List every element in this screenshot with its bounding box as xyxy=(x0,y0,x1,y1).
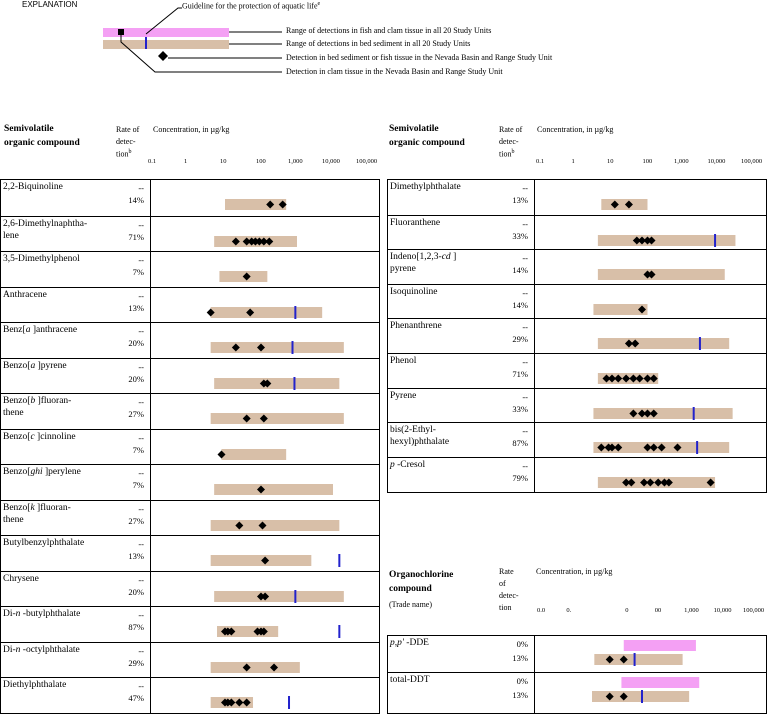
compound-name-part: ] xyxy=(453,252,457,263)
compound-name-part: thene xyxy=(3,514,24,525)
compound-name-part: Phenanthrene xyxy=(390,321,442,332)
row-chart xyxy=(1,643,379,679)
compound-name-part: Benzo[ xyxy=(3,396,31,406)
detection-rate-line: 14% xyxy=(512,299,528,310)
tick-label: 1,000 xyxy=(674,158,689,165)
compound-row xyxy=(1,429,379,466)
row-chart xyxy=(388,354,766,389)
compound-name-part: Indeno[1,2,3- xyxy=(390,252,442,263)
detection-rate-line: 20% xyxy=(128,373,144,384)
detection-rate-line: 13% xyxy=(128,302,144,313)
detection-rate-line: -- xyxy=(522,183,528,193)
detection-rate-line: -- xyxy=(138,183,144,193)
legend-clam-label: Detection in clam tissue in the Nevada Basin and Range Study Unit xyxy=(286,67,503,76)
row-chart xyxy=(1,430,379,466)
compound-row xyxy=(388,422,766,458)
guideline-marker xyxy=(641,690,643,703)
tick-label: 10,000 xyxy=(322,158,340,165)
compound-name-part: ghi xyxy=(30,467,45,477)
tick-label: 100 xyxy=(642,158,653,165)
detection-rate-line: 27% xyxy=(128,409,144,419)
detection-rate-line: 20% xyxy=(128,338,144,348)
compound-row xyxy=(388,249,766,285)
detection-rate-line: 71% xyxy=(128,231,144,242)
compound-row xyxy=(388,318,766,354)
tick-label: 10,000 xyxy=(707,158,726,165)
guideline-marker xyxy=(293,377,295,390)
guideline-marker xyxy=(338,554,340,567)
detection-rate-line: -- xyxy=(522,357,528,367)
left-header xyxy=(0,124,384,179)
detection-rate-line: 47% xyxy=(128,693,144,703)
right-rate-header-2: detec- xyxy=(499,137,519,146)
compound-name-part: c xyxy=(30,431,38,442)
left-compound-header-2: organic compound xyxy=(4,138,80,148)
compound-name-part: Di- xyxy=(3,609,16,619)
compound-name-part: Di- xyxy=(3,644,16,655)
compound-row xyxy=(1,642,379,679)
detection-rate-line: -- xyxy=(138,397,144,407)
compound-name-part: 2,2-Biquinoline xyxy=(3,182,63,192)
compound-name-part: ]fluoran- xyxy=(37,396,72,406)
compound-name-part: p xyxy=(390,459,398,470)
compound-row xyxy=(388,388,766,424)
sediment-range-bar xyxy=(593,408,732,419)
left-rate-header-2: detec- xyxy=(116,137,136,146)
compound-row xyxy=(1,464,379,501)
compound-name-part: n xyxy=(15,644,23,655)
row-chart xyxy=(1,607,379,643)
compound-row xyxy=(1,606,379,643)
compound-row xyxy=(388,284,766,320)
sediment-range-bar xyxy=(214,591,344,602)
oc-rate-header-2: of xyxy=(499,579,506,588)
row-chart xyxy=(388,180,766,215)
guideline-marker xyxy=(693,407,695,420)
tick-label: 10 xyxy=(220,158,227,165)
right-conc-header: Concentration, in µg/kg xyxy=(537,125,614,134)
oc-rate-header-1: Rate xyxy=(499,567,514,576)
detection-rate-line: -- xyxy=(522,218,528,229)
compound-row xyxy=(388,457,766,493)
detection-rate-line: 14% xyxy=(512,265,528,276)
compound-name-part: total-DDT xyxy=(390,675,430,685)
sediment-range-bar xyxy=(222,449,287,460)
guideline-marker xyxy=(294,590,296,603)
compound-name-part: Pyrene xyxy=(390,390,417,401)
compound-row xyxy=(1,251,379,288)
compound-name-part: 3,5-Dimethylphenol xyxy=(3,254,80,264)
sediment-range-bar xyxy=(214,378,339,389)
sediment-range-bar xyxy=(211,662,300,673)
sediment-range-bar xyxy=(211,342,344,353)
compound-name-part: p,p' xyxy=(390,638,407,648)
row-chart xyxy=(1,536,379,572)
compound-row xyxy=(388,180,766,215)
fish-range-bar xyxy=(624,640,696,651)
oc-conc-header: Concentration, in µg/kg xyxy=(536,567,613,576)
sediment-range-bar xyxy=(211,413,344,424)
detection-rate-line: 29% xyxy=(512,334,528,345)
compound-name-part: Butylbenzylphthalate xyxy=(3,538,85,548)
left-rate-header-3-text: tion xyxy=(116,149,129,159)
legend-sediment-label: Range of detections in bed sediment in all 20 Study Units xyxy=(286,39,471,48)
detection-rate-line: 71% xyxy=(512,369,528,379)
sediment-range-bar xyxy=(214,484,333,495)
guideline-marker xyxy=(292,341,294,354)
compound-name-part: thene xyxy=(3,408,24,418)
compound-name-part: a xyxy=(25,325,33,335)
fish-range-bar xyxy=(621,677,699,688)
compound-row xyxy=(1,287,379,324)
tick-label: 0.1 xyxy=(536,158,545,165)
row-chart xyxy=(1,180,379,216)
compound-row xyxy=(1,571,379,608)
compound-name-part: Phenol xyxy=(390,356,417,366)
detection-rate-line: -- xyxy=(138,361,144,372)
sediment-range-bar xyxy=(598,269,725,280)
tick-label: 10 xyxy=(607,158,614,165)
compound-name-part: Dimethylphthalate xyxy=(390,182,461,192)
detection-rate-line: 13% xyxy=(512,653,528,663)
detection-rate-line: 79% xyxy=(512,472,528,483)
left-compound-header-1: Semivolatile xyxy=(4,124,54,134)
oc-rate-header-4: tion xyxy=(499,603,512,612)
right-tick-labels xyxy=(387,158,768,168)
compound-name-part: Diethylphthalate xyxy=(3,680,67,690)
right-rate-header-3-text: tion xyxy=(499,149,512,159)
detection-rate-line: 33% xyxy=(512,403,528,414)
row-chart xyxy=(1,501,379,537)
compound-row xyxy=(388,672,766,709)
tick-label: 100,000 xyxy=(356,158,378,165)
compound-row xyxy=(1,358,379,395)
detection-rate-line: -- xyxy=(522,426,528,437)
detection-rate-line: -- xyxy=(138,610,144,620)
compound-row xyxy=(388,636,766,672)
row-chart xyxy=(1,288,379,324)
legend-guideline-label xyxy=(182,1,320,11)
detection-rate-line: 27% xyxy=(128,515,144,526)
detection-rate-line: -- xyxy=(138,290,144,301)
detection-rate-line: -- xyxy=(138,255,144,265)
compound-row xyxy=(388,215,766,251)
compound-name-part: n xyxy=(15,609,23,619)
detection-rate-line: 13% xyxy=(512,690,528,700)
right-rate-sup: b xyxy=(511,149,515,155)
sediment-range-bar xyxy=(601,199,647,210)
compound-name-part: cd xyxy=(441,252,454,263)
detection-rate-line: -- xyxy=(138,432,144,443)
tick-label: 0 xyxy=(625,607,629,614)
compound-name-part: ]perylene xyxy=(44,467,81,477)
compound-row xyxy=(1,500,379,537)
oc-header xyxy=(387,566,768,636)
sediment-range-bar xyxy=(225,199,286,210)
right-chart-panel xyxy=(387,179,767,493)
detection-rate-line: -- xyxy=(138,468,144,478)
detection-rate-line: 7% xyxy=(132,444,144,455)
detection-rate-line: -- xyxy=(522,322,528,333)
compound-name-part: -DDE xyxy=(406,638,429,648)
tick-label: 1 xyxy=(184,158,188,165)
detection-rate-line: 33% xyxy=(512,230,528,241)
detection-rate-line: 7% xyxy=(132,267,144,277)
compound-name-part: Chrysene xyxy=(3,573,39,584)
oc-compound-header-1: Organochlorine xyxy=(389,570,454,580)
compound-name-part: Anthracene xyxy=(3,289,47,300)
sediment-range-bar xyxy=(211,555,312,566)
compound-name-part: Benz[ xyxy=(3,325,26,335)
right-compound-header-2: organic compound xyxy=(389,138,465,148)
compound-name-part: ]cinnoline xyxy=(37,431,76,442)
oc-rate-header-3: detec- xyxy=(499,591,519,600)
left-chart-panel xyxy=(0,179,380,714)
tick-label: 0.0 xyxy=(537,607,546,614)
compound-name-part: -octylphthalate xyxy=(22,644,80,655)
compound-name-part: ]fluoran- xyxy=(37,502,71,513)
guideline-marker xyxy=(696,441,698,454)
sediment-range-bar xyxy=(598,338,729,349)
left-tick-labels xyxy=(0,158,384,168)
row-chart xyxy=(1,217,379,253)
legend-guideline-sup: e xyxy=(317,1,321,7)
detection-rate-line: 20% xyxy=(128,586,144,597)
guideline-marker xyxy=(338,625,340,638)
row-chart xyxy=(1,323,379,359)
compound-name-part: ]pyrene xyxy=(37,360,67,371)
compound-name-part: Benzo[ xyxy=(3,431,31,442)
legend-guideline-text: Guideline for the protection of aquatic life xyxy=(182,1,318,11)
compound-row xyxy=(1,216,379,253)
tick-label: 0. xyxy=(566,607,572,614)
compound-name-part: hexyl)phthalate xyxy=(390,437,450,448)
compound-row xyxy=(1,677,379,714)
detection-rate-line: -- xyxy=(138,645,144,656)
right-rate-header-1: Rate of xyxy=(499,125,523,134)
row-chart xyxy=(1,465,379,501)
row-chart xyxy=(388,389,766,424)
row-chart xyxy=(388,216,766,251)
compound-row xyxy=(1,322,379,359)
compound-name-part: -butylphthalate xyxy=(22,609,81,619)
guideline-marker xyxy=(714,234,716,247)
compound-name-part: Fluoranthene xyxy=(390,217,441,228)
left-rate-sup: b xyxy=(128,149,132,155)
row-chart xyxy=(388,673,766,709)
compound-name-part: k xyxy=(30,502,38,513)
tick-label: 1,000 xyxy=(684,607,699,614)
detection-rate-line: -- xyxy=(522,391,528,402)
row-chart xyxy=(388,319,766,354)
right-header xyxy=(387,124,768,179)
guideline-marker xyxy=(699,337,701,350)
detection-rate-line: 13% xyxy=(128,551,144,561)
oc-compound-header-3: (Trade name) xyxy=(389,600,433,609)
row-chart xyxy=(388,423,766,458)
detection-rate-line: 87% xyxy=(512,438,528,449)
detection-rate-line: -- xyxy=(138,574,144,585)
detection-rate-line: -- xyxy=(522,253,528,264)
compound-name-part: lene xyxy=(3,230,19,241)
sediment-range-bar xyxy=(211,307,322,318)
detection-rate-line: -- xyxy=(138,326,144,336)
compound-row xyxy=(1,393,379,430)
detection-rate-line: -- xyxy=(138,681,144,691)
compound-name-part: ]anthracene xyxy=(32,325,78,335)
detection-rate-line: 0% xyxy=(516,676,528,686)
left-conc-header: Concentration, in µg/kg xyxy=(153,125,230,134)
compound-name-part: Benzo[ xyxy=(3,502,31,513)
compound-row xyxy=(388,353,766,389)
row-chart xyxy=(388,636,766,672)
oc-compound-header-2: compound xyxy=(389,584,432,594)
tick-label: 1 xyxy=(571,158,575,165)
compound-name-part: Benzo[ xyxy=(3,360,31,371)
guideline-marker xyxy=(294,306,296,319)
row-chart xyxy=(1,678,379,714)
compound-row xyxy=(1,535,379,572)
compound-name-part: Isoquinoline xyxy=(390,286,438,297)
tick-label: 100,000 xyxy=(741,158,763,165)
detection-rate-line: 87% xyxy=(128,622,144,632)
compound-name-part: 2,6-Dimethylnaphtha- xyxy=(3,218,88,229)
sediment-range-bar xyxy=(211,520,340,531)
row-chart xyxy=(1,394,379,430)
detection-rate-line: 13% xyxy=(512,195,528,205)
tick-label: 100,000 xyxy=(743,607,765,614)
tick-label: 0.1 xyxy=(148,158,157,165)
tick-label: 1,000 xyxy=(288,158,303,165)
legend-fish-label: Range of detections in fish and clam tissue in all 20 Study Units xyxy=(286,26,492,35)
compound-name-part: a xyxy=(30,360,38,371)
compound-name-part: bis(2-Ethyl- xyxy=(390,425,436,436)
row-chart xyxy=(1,572,379,608)
row-chart xyxy=(1,252,379,288)
detection-rate-line: -- xyxy=(138,503,144,514)
row-chart xyxy=(388,458,766,493)
legend xyxy=(0,0,768,80)
tick-label: 00 xyxy=(654,607,662,614)
left-rate-header-1: Rate of xyxy=(116,125,140,134)
legend-title: EXPLANATION xyxy=(22,0,78,9)
compound-name-part: -Cresol xyxy=(397,459,426,470)
detection-rate-line: -- xyxy=(138,539,144,549)
compound-name-part: b xyxy=(30,396,38,406)
detection-rate-line: -- xyxy=(522,287,528,298)
oc-tick-labels xyxy=(387,607,768,617)
detection-rate-line: -- xyxy=(522,460,528,471)
row-chart xyxy=(1,359,379,395)
tick-label: 100 xyxy=(256,158,266,165)
legend-nv-label: Detection in bed sediment or fish tissue in the Nevada Basin and Range Study Unit xyxy=(286,53,553,62)
oc-chart-panel xyxy=(387,635,767,714)
tick-label: 10,000 xyxy=(713,607,732,614)
right-compound-header-1: Semivolatile xyxy=(389,124,439,134)
detection-rate-line: -- xyxy=(138,219,144,230)
detection-rate-line: 29% xyxy=(128,657,144,668)
detection-rate-line: 14% xyxy=(128,195,144,205)
detection-rate-line: 7% xyxy=(132,480,144,490)
compound-name-part: Benzo[ xyxy=(3,467,31,477)
compound-name-part: pyrene xyxy=(390,264,416,275)
compound-row xyxy=(1,180,379,216)
row-chart xyxy=(388,285,766,320)
guideline-marker xyxy=(634,653,636,666)
row-chart xyxy=(388,250,766,285)
detection-rate-line: 0% xyxy=(516,639,528,649)
guideline-marker xyxy=(288,696,290,709)
